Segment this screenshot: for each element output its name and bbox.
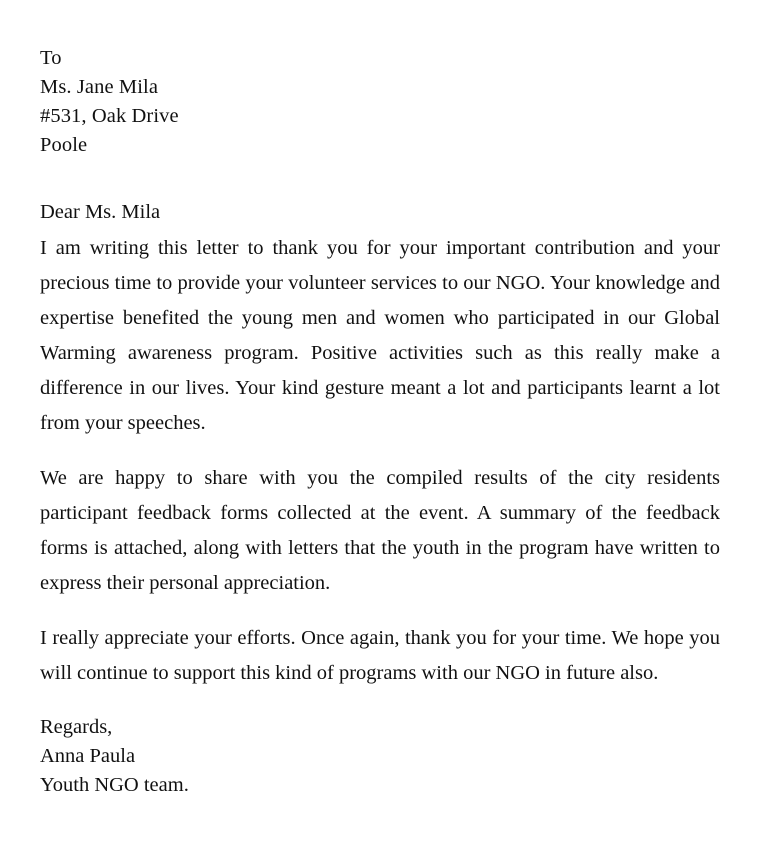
address-street: #531, Oak Drive	[40, 105, 179, 127]
salutation: Dear Ms. Mila	[40, 201, 161, 223]
recipient-address-block	[40, 44, 720, 160]
letter-body	[40, 44, 720, 800]
paragraph-1: I am writing this letter to thank you for your important contribution and your precious time to provide your volunteer services to our NGO. Your knowledge and expertise benefited the young men and women who participated in our Global Warming awareness program. Positive activities such as this really make a difference in our lives. Your kind gesture meant a lot and participants learnt a lot from your speeches.	[40, 237, 720, 434]
closing-sender-title: Youth NGO team.	[40, 774, 189, 796]
closing-block	[40, 713, 720, 800]
address-city: Poole	[40, 134, 88, 156]
closing-valediction: Regards,	[40, 716, 113, 738]
address-recipient-name: Ms. Jane Mila	[40, 76, 159, 98]
closing-sender-name: Anna Paula	[40, 745, 136, 767]
address-to-label: To	[40, 47, 62, 69]
paragraph-3: I really appreciate your efforts. Once again, thank you for your time. We hope you will continue to support this kind of programs with our NGO in future also.	[40, 627, 720, 684]
letter-content	[40, 196, 720, 691]
paragraph-2: We are happy to share with you the compiled results of the city residents participant feedback forms collected at the event. A summary of the feedback forms is attached, along with letters that the youth in the program have written to express their personal appreciation.	[40, 467, 720, 594]
